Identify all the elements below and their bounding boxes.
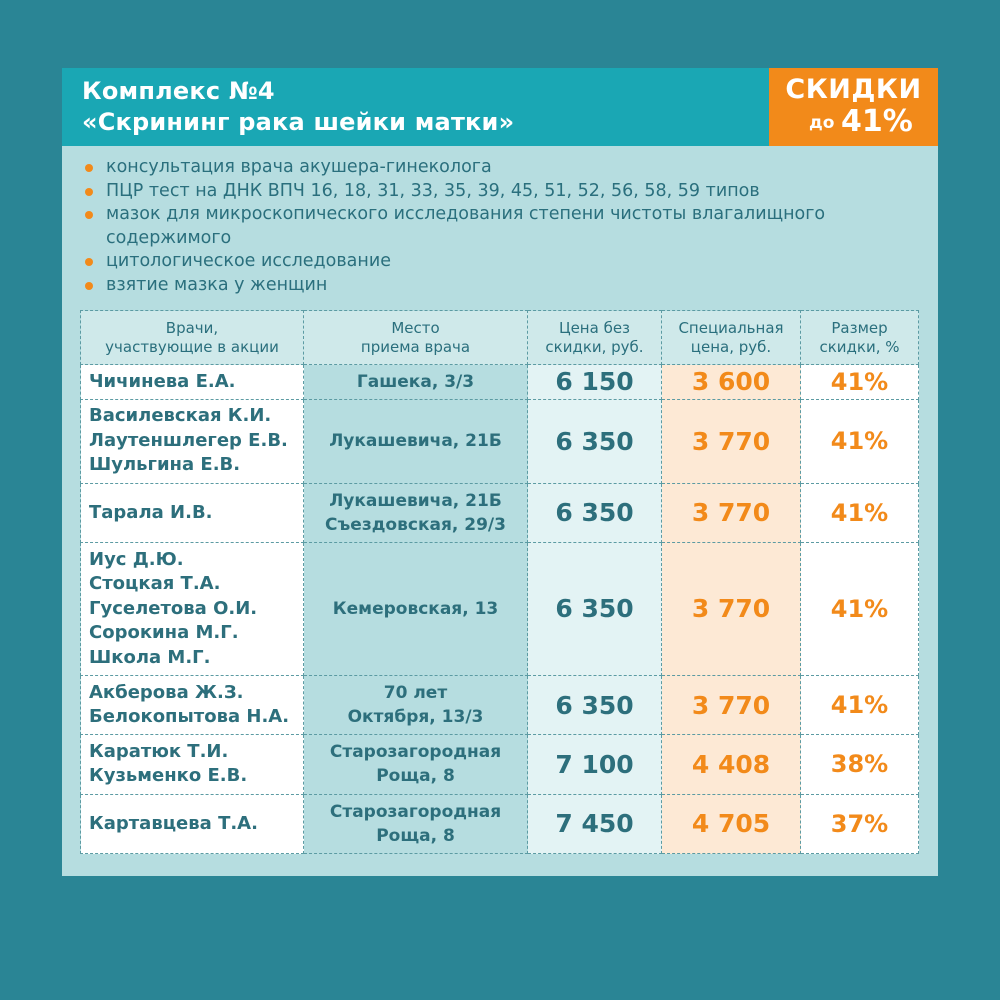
bullet-dot-icon xyxy=(85,282,93,290)
doctor-name: Шульгина Е.В. xyxy=(89,454,241,476)
discount-cell: 41% xyxy=(801,542,919,675)
services-list xyxy=(82,156,922,297)
column-header-text: цена, руб. xyxy=(690,337,772,356)
doctors-cell xyxy=(81,675,304,734)
doctor-name: Белокопытова Н.А. xyxy=(89,706,290,728)
place-address: Роща, 8 xyxy=(376,766,455,787)
doctor-name: Чичинева Е.А. xyxy=(89,370,236,392)
place-address: Старозагородная xyxy=(329,742,502,763)
doctor-name: Акберова Ж.З. xyxy=(89,681,244,703)
column-header-text: участвующие в акции xyxy=(105,337,279,356)
doctor-name: Тарала И.В. xyxy=(89,501,213,523)
column-header-text: скидки, % xyxy=(819,337,900,356)
special-price-cell: 3 770 xyxy=(662,483,801,542)
base-price-cell: 6 350 xyxy=(528,483,662,542)
service-item-text: цитологическое исследование xyxy=(106,251,391,271)
doctor-name: Иус Д.Ю. xyxy=(89,548,184,570)
discount-badge-prefix: до xyxy=(809,113,835,133)
place-address: Октября, 13/3 xyxy=(347,707,484,728)
doctor-name: Стоцкая Т.А. xyxy=(89,573,221,595)
place-cell xyxy=(304,365,528,400)
place-address: Лукашевича, 21Б xyxy=(329,490,502,511)
service-item-text: взятие мазка у женщин xyxy=(106,274,328,295)
table-row xyxy=(81,483,919,542)
doctor-name: Лаутеншлегер Е.В. xyxy=(89,429,288,451)
doctors-cell xyxy=(81,483,304,542)
doctors-cell xyxy=(81,399,304,483)
doctor-name: Школа М.Г. xyxy=(89,646,211,668)
service-item-text: мазок для микроскопического исследования степени чистоты влагалищного содержимого xyxy=(106,204,826,248)
place-cell xyxy=(304,735,528,794)
special-price-cell: 3 770 xyxy=(662,675,801,734)
promo-header xyxy=(62,68,938,146)
bullet-dot-icon xyxy=(85,164,93,172)
table-row xyxy=(81,365,919,400)
discount-cell: 41% xyxy=(801,483,919,542)
service-item xyxy=(82,250,922,274)
base-price-cell: 6 350 xyxy=(528,542,662,675)
column-header-doctors xyxy=(81,311,304,365)
column-header-text: Размер xyxy=(831,318,888,337)
base-price-cell: 7 450 xyxy=(528,794,662,853)
special-price-cell: 3 600 xyxy=(662,365,801,400)
column-header-place xyxy=(304,311,528,365)
discount-cell: 37% xyxy=(801,794,919,853)
special-price-cell: 3 770 xyxy=(662,399,801,483)
doctor-name: Картавцева Т.А. xyxy=(89,812,258,834)
bullet-dot-icon xyxy=(85,211,93,219)
special-price-cell: 4 705 xyxy=(662,794,801,853)
doctors-cell xyxy=(81,365,304,400)
column-header-discount xyxy=(801,311,919,365)
discount-cell: 41% xyxy=(801,365,919,400)
doctor-name: Кузьменко Е.В. xyxy=(89,765,248,787)
column-header-base-price xyxy=(528,311,662,365)
discount-badge-label: СКИДКИ xyxy=(785,74,922,105)
service-item xyxy=(82,274,922,298)
bullet-dot-icon xyxy=(85,188,93,196)
service-item xyxy=(82,180,922,204)
doctors-cell xyxy=(81,542,304,675)
table-row xyxy=(81,675,919,734)
doctor-name: Василевская К.И. xyxy=(89,405,272,427)
column-header-text: приема врача xyxy=(360,337,471,356)
table-header-row xyxy=(81,311,919,365)
service-item xyxy=(82,156,922,180)
discount-badge-percent: 41% xyxy=(841,104,913,139)
column-header-text: Специальная xyxy=(678,318,784,337)
base-price-cell: 6 350 xyxy=(528,675,662,734)
place-address: 70 лет xyxy=(383,683,448,704)
table-row xyxy=(81,399,919,483)
table-row xyxy=(81,794,919,853)
place-cell xyxy=(304,794,528,853)
price-table xyxy=(80,310,919,854)
table-row xyxy=(81,542,919,675)
promo-title-line-2: «Скрининг рака шейки матки» xyxy=(82,108,515,136)
place-address: Гашека, 3/3 xyxy=(356,371,475,392)
doctor-name: Сорокина М.Г. xyxy=(89,622,239,644)
doctor-name: Каратюк Т.И. xyxy=(89,740,229,762)
column-header-text: Цена без xyxy=(558,318,631,337)
special-price-cell: 3 770 xyxy=(662,542,801,675)
base-price-cell: 6 350 xyxy=(528,399,662,483)
doctor-name: Гуселетова О.И. xyxy=(89,597,258,619)
column-header-text: Врачи, xyxy=(165,318,219,337)
service-item xyxy=(82,203,922,250)
column-header-text: Место xyxy=(391,318,440,337)
place-address: Кемеровская, 13 xyxy=(332,598,499,619)
place-address: Старозагородная xyxy=(329,801,502,822)
place-address: Съездовская, 29/3 xyxy=(325,514,506,535)
discount-cell: 41% xyxy=(801,675,919,734)
place-cell xyxy=(304,542,528,675)
doctors-cell xyxy=(81,794,304,853)
base-price-cell: 7 100 xyxy=(528,735,662,794)
discount-cell: 38% xyxy=(801,735,919,794)
discount-badge xyxy=(769,68,938,146)
service-item-text: ПЦР тест на ДНК ВПЧ 16, 18, 31, 33, 35, 39, 45, 51, 52, 56, 58, 59 типов xyxy=(106,180,760,201)
promo-title-line-1: Комплекс №4 xyxy=(82,77,275,105)
table-row xyxy=(81,735,919,794)
column-header-special-price xyxy=(662,311,801,365)
promo-card xyxy=(62,68,938,876)
bullet-dot-icon xyxy=(85,258,93,266)
base-price-cell: 6 150 xyxy=(528,365,662,400)
place-cell xyxy=(304,675,528,734)
place-cell xyxy=(304,399,528,483)
place-cell xyxy=(304,483,528,542)
doctors-cell xyxy=(81,735,304,794)
special-price-cell: 4 408 xyxy=(662,735,801,794)
place-address: Роща, 8 xyxy=(376,825,455,846)
column-header-text: скидки, руб. xyxy=(545,337,644,356)
place-address: Лукашевича, 21Б xyxy=(329,431,502,452)
discount-cell: 41% xyxy=(801,399,919,483)
service-item-text: консультация врача акушера-гинеколога xyxy=(106,157,492,177)
